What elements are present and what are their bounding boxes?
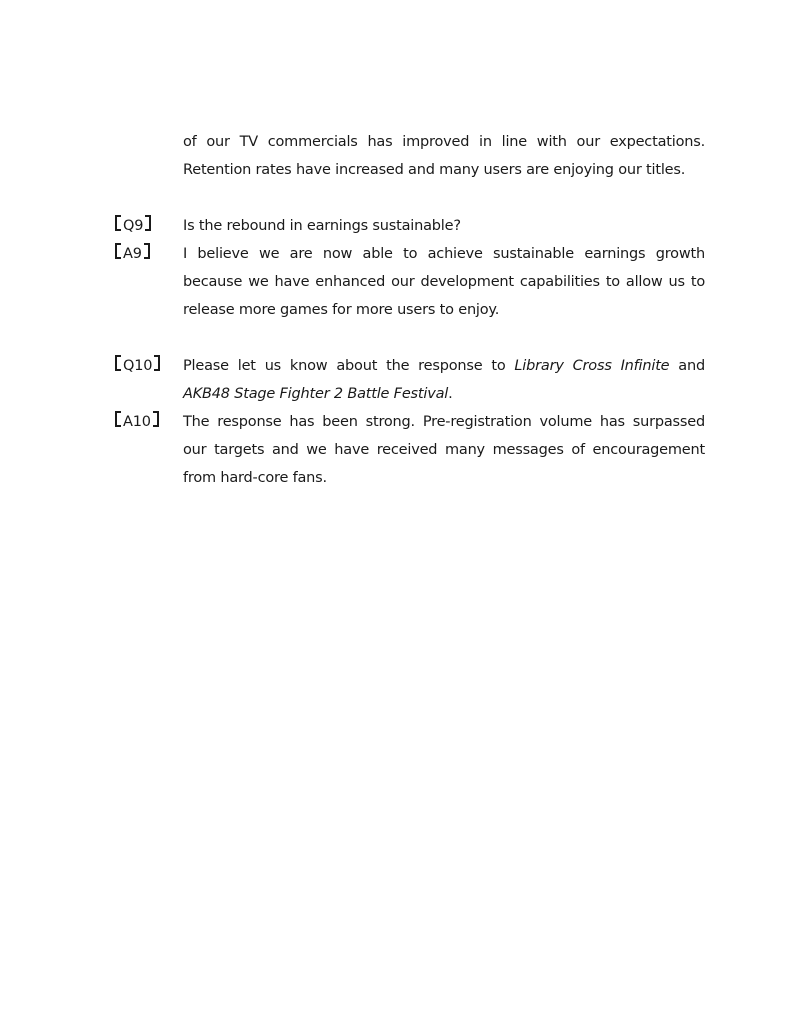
text-segment: of our TV commercials has improved in line with our expectations. Retention rates have increased and many users are enjoying our titles.	[183, 134, 705, 178]
text-segment: and	[669, 358, 705, 374]
open-lenticular-bracket	[115, 243, 121, 259]
qa-block-a9	[115, 240, 705, 324]
qa-transcript	[115, 128, 705, 492]
qa-block-q10	[115, 352, 705, 408]
qa-label	[115, 212, 183, 240]
qa-text	[183, 408, 705, 492]
text-segment: .	[448, 386, 453, 402]
text-segment: The response has been strong. Pre-registration volume has surpassed our targets and we have received many messages of encouragement from hard-core fans.	[183, 414, 705, 486]
qa-label-text: Q9	[123, 218, 144, 234]
text-segment: Is the rebound in earnings sustainable?	[183, 218, 461, 234]
text-segment: I believe we are now able to achieve sustainable earnings growth because we have enhanced our development capabilities to allow us to release more games for more users to enjoy.	[183, 246, 705, 318]
close-lenticular-bracket	[153, 411, 159, 427]
qa-text	[183, 212, 705, 240]
qa-block-answer-continuation	[115, 128, 705, 184]
qa-label	[115, 352, 183, 380]
open-lenticular-bracket	[115, 411, 121, 427]
qa-text	[183, 352, 705, 408]
close-lenticular-bracket	[144, 243, 150, 259]
close-lenticular-bracket	[145, 215, 151, 231]
text-segment: Please let us know about the response to	[183, 358, 515, 374]
qa-label-text: Q10	[123, 358, 153, 374]
qa-label	[115, 408, 183, 436]
open-lenticular-bracket	[115, 355, 121, 371]
qa-text	[183, 128, 705, 184]
game-title-italic: Library Cross Infinite	[514, 358, 670, 374]
qa-label	[115, 240, 183, 268]
qa-block-q9	[115, 212, 705, 240]
qa-label-text: A9	[123, 246, 142, 262]
close-lenticular-bracket	[154, 355, 160, 371]
game-title-italic: AKB48 Stage Fighter 2 Battle Festival	[183, 386, 449, 402]
qa-block-a10	[115, 408, 705, 492]
qa-text	[183, 240, 705, 324]
open-lenticular-bracket	[115, 215, 121, 231]
qa-label-text: A10	[123, 414, 151, 430]
